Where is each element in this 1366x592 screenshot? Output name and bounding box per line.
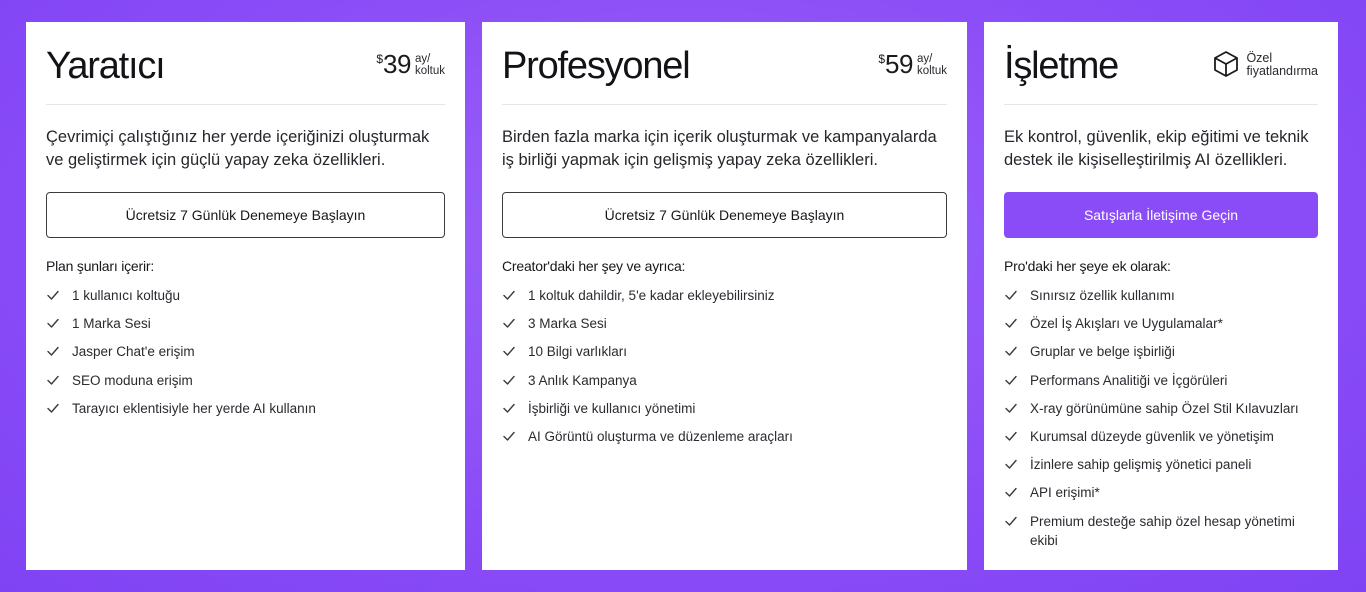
price-amount: 39	[383, 49, 411, 79]
check-icon	[1004, 485, 1018, 499]
price-unit-line-1: ay/	[414, 53, 431, 65]
feature-label: API erişimi*	[1030, 485, 1100, 501]
plan-description: Çevrimiçi çalıştığınız her yerde içeriğinizi oluşturmak ve geliştirmek için güçlü yapay zeka özellikleri.	[46, 128, 430, 169]
feature-item	[502, 286, 947, 305]
feature-label: Sınırsız özellik kullanımı	[1030, 288, 1175, 303]
feature-item	[502, 314, 947, 333]
feature-label: Özel İş Akışları ve Uygulamalar*	[1030, 316, 1223, 332]
feature-item	[1004, 427, 1318, 446]
features-title: Pro'daki her şeye ek olarak:	[1004, 258, 1171, 274]
feature-label: 1 koltuk dahildir, 5'e kadar ekleyebilirsiniz	[528, 288, 775, 303]
check-icon	[502, 401, 516, 415]
feature-item	[46, 371, 445, 390]
feature-item	[502, 371, 947, 390]
feature-label: 3 Anlık Kampanya	[528, 372, 637, 388]
feature-label: Gruplar ve belge işbirliği	[1030, 344, 1175, 360]
feature-item	[46, 314, 445, 333]
plan-card-professional	[482, 22, 967, 570]
price-currency: $	[878, 52, 886, 66]
cube-icon	[1212, 50, 1240, 78]
check-icon	[46, 316, 60, 330]
feature-label: İşbirliği ve kullanıcı yönetimi	[528, 400, 696, 416]
plan-name: Yaratıcı	[46, 45, 165, 87]
contact-sales-button[interactable]: Satışlarla İletişime Geçin	[1004, 192, 1318, 238]
feature-item	[1004, 455, 1318, 474]
price-amount: 59	[885, 49, 913, 79]
feature-item	[46, 399, 445, 418]
feature-item	[46, 342, 445, 361]
custom-pricing-line-1: Özel	[1246, 51, 1273, 65]
feature-item	[1004, 371, 1318, 390]
price-unit-line-1: ay/	[916, 53, 933, 65]
feature-item	[1004, 512, 1318, 550]
features-title: Creator'daki her şey ve ayrıca:	[502, 258, 686, 274]
check-icon	[1004, 373, 1018, 387]
check-icon	[502, 288, 516, 302]
plan-header	[1004, 44, 1318, 105]
price-unit-line-2: koltuk	[414, 65, 445, 77]
plan-name: İşletme	[1004, 45, 1119, 87]
feature-label: AI Görüntü oluşturma ve düzenleme araçları	[528, 428, 793, 444]
feature-label: Performans Analitiği ve İçgörüleri	[1030, 372, 1228, 388]
check-icon	[502, 429, 516, 443]
feature-item	[1004, 314, 1318, 333]
check-icon	[1004, 429, 1018, 443]
plan-header	[46, 44, 445, 105]
check-icon	[1004, 344, 1018, 358]
feature-label: Kurumsal düzeyde güvenlik ve yönetişim	[1030, 428, 1274, 444]
plan-price	[376, 50, 445, 78]
plan-description: Birden fazla marka için içerik oluşturmak ve kampanyalarda iş birliği yapmak için gelişmiş yapay zeka özellikleri.	[502, 128, 937, 169]
price-unit-line-2: koltuk	[916, 65, 947, 77]
custom-pricing	[1212, 50, 1318, 78]
check-icon	[1004, 457, 1018, 471]
feature-list	[502, 286, 947, 446]
check-icon	[46, 288, 60, 302]
check-icon	[502, 344, 516, 358]
plan-price	[878, 50, 947, 78]
custom-pricing-text	[1246, 52, 1318, 78]
check-icon	[1004, 316, 1018, 330]
feature-label: 3 Marka Sesi	[528, 316, 607, 332]
feature-label: İzinlere sahip gelişmiş yönetici paneli	[1030, 457, 1252, 473]
check-icon	[1004, 288, 1018, 302]
plan-card-business	[984, 22, 1338, 570]
price-unit	[415, 53, 445, 77]
feature-list	[1004, 286, 1318, 550]
feature-item	[502, 342, 947, 361]
check-icon	[46, 401, 60, 415]
plan-card-creator	[26, 22, 465, 570]
feature-label: X-ray görünümüne sahip Özel Stil Kılavuzları	[1030, 400, 1299, 416]
start-trial-button[interactable]: Ücretsiz 7 Günlük Denemeye Başlayın	[46, 192, 445, 238]
check-icon	[502, 316, 516, 330]
plan-description: Ek kontrol, güvenlik, ekip eğitimi ve teknik destek ile kişiselleştirilmiş AI özellikleri.	[1004, 128, 1309, 169]
feature-label: 10 Bilgi varlıkları	[528, 344, 628, 360]
price-currency: $	[376, 52, 384, 66]
feature-label: Premium desteğe sahip özel hesap yönetimi ekibi	[1030, 513, 1295, 548]
feature-item	[1004, 483, 1318, 502]
feature-list	[46, 286, 445, 418]
check-icon	[502, 373, 516, 387]
plan-name: Profesyonel	[502, 45, 690, 87]
plan-header	[502, 44, 947, 105]
feature-label: SEO moduna erişim	[72, 372, 193, 388]
feature-item	[502, 399, 947, 418]
feature-label: Jasper Chat'e erişim	[72, 344, 195, 360]
start-trial-button[interactable]: Ücretsiz 7 Günlük Denemeye Başlayın	[502, 192, 947, 238]
feature-item	[502, 427, 947, 446]
feature-label: Tarayıcı eklentisiyle her yerde AI kullanın	[72, 400, 316, 416]
check-icon	[46, 373, 60, 387]
feature-label: 1 Marka Sesi	[72, 316, 151, 332]
check-icon	[46, 344, 60, 358]
check-icon	[1004, 514, 1018, 528]
features-title: Plan şunları içerir:	[46, 258, 155, 274]
feature-item	[1004, 342, 1318, 361]
price-unit	[917, 53, 947, 77]
custom-pricing-line-2: fiyatlandırma	[1246, 64, 1318, 78]
feature-item	[46, 286, 445, 305]
feature-item	[1004, 286, 1318, 305]
feature-label: 1 kullanıcı koltuğu	[72, 288, 181, 303]
check-icon	[1004, 401, 1018, 415]
feature-item	[1004, 399, 1318, 418]
